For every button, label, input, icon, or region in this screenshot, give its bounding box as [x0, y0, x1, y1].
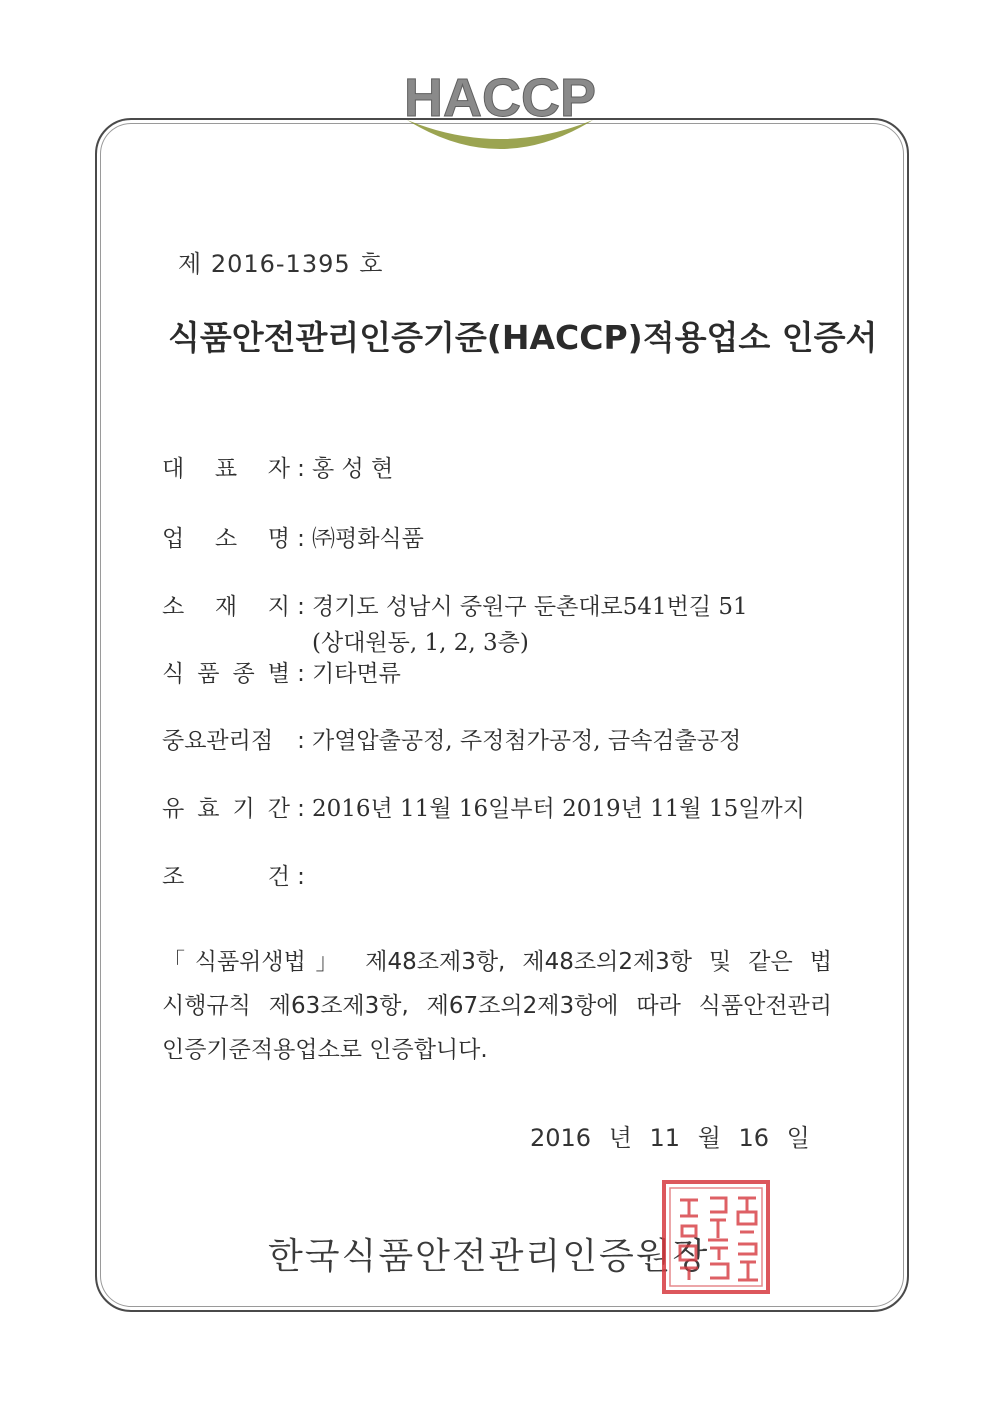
field-colon: :: [297, 526, 305, 552]
field-colon: :: [297, 661, 305, 687]
field-label: 소 재 지: [162, 594, 290, 620]
field-label: 식 품 종 별: [162, 661, 290, 687]
issue-date: 2016 년 11 월 16 일: [530, 1124, 810, 1152]
field-food-type: [162, 655, 401, 688]
field-label: 조 건: [162, 864, 290, 890]
field-value: 홍 성 현: [312, 456, 394, 482]
certificate-number: 제 2016-1395 호: [178, 250, 384, 278]
statement-line: 시행규칙 제63조제3항, 제67조의2제3항에 따라 식품안전관리: [162, 993, 832, 1019]
field-colon: :: [297, 796, 305, 822]
field-location-line2: (상대원동, 1, 2, 3층): [312, 630, 529, 656]
field-location: [162, 588, 748, 621]
field-conditions: [162, 858, 312, 891]
official-seal-stamp: [660, 1178, 772, 1296]
field-colon: :: [297, 728, 305, 754]
field-colon: :: [297, 864, 305, 890]
field-representative: [162, 450, 393, 483]
field-label: 중요관리점: [162, 728, 274, 754]
statement-line: 인증기준적용업소로 인증합니다.: [162, 1037, 488, 1063]
field-label: 업 소 명: [162, 526, 290, 552]
field-value: 경기도 성남시 중원구 둔촌대로541번길 51: [312, 594, 748, 620]
svg-text:HACCP: HACCP: [403, 68, 597, 128]
field-value: 기타면류: [312, 661, 401, 687]
field-value: 2016년 11월 16일부터 2019년 11월 15일까지: [312, 796, 805, 822]
haccp-logo: [395, 58, 605, 166]
field-colon: :: [297, 594, 305, 620]
certificate-title: 식품안전관리인증기준(HACCP)적용업소 인증서: [168, 318, 878, 357]
field-ccp: [162, 722, 741, 755]
field-colon: :: [297, 456, 305, 482]
field-label: 대 표 자: [162, 456, 290, 482]
field-value: ㈜평화식품: [312, 526, 424, 552]
field-value: 가열압출공정, 주정첨가공정, 금속검출공정: [312, 728, 742, 754]
field-business-name: [162, 520, 424, 553]
field-label: 유 효 기 간: [162, 796, 290, 822]
issuer-name: 한국식품안전관리인증원장: [268, 1236, 710, 1277]
certification-statement: [162, 940, 832, 1072]
statement-line: 「식품위생법」 제48조제3항, 제48조의2제3항 및 같은 법: [162, 949, 832, 975]
field-validity: [162, 790, 805, 823]
